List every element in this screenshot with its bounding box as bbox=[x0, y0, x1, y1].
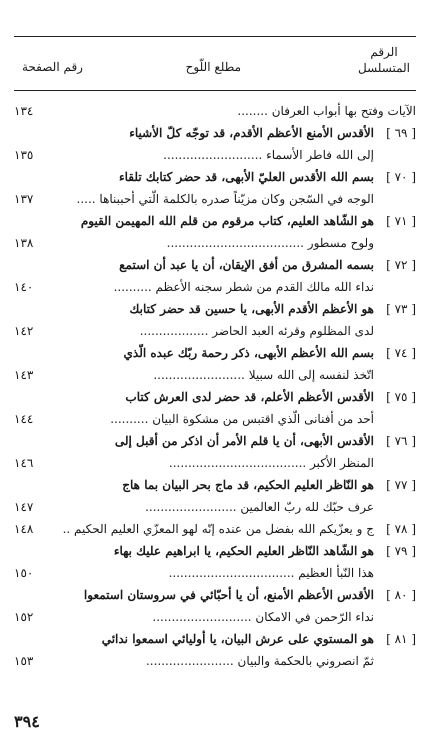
toc-entry bbox=[14, 430, 416, 474]
entry-text: هو الأعظم الأقدم الأبهى، يا حسين قد حضر كتابك bbox=[129, 302, 374, 316]
entry-text: أحد من أفنانى الّذي اقتبس من مشكوة البيان .......... bbox=[110, 412, 374, 426]
entry-line bbox=[14, 342, 416, 364]
entry-page-number: ١٥٢ bbox=[14, 610, 34, 624]
entry-line bbox=[14, 100, 416, 122]
entry-line bbox=[14, 210, 416, 232]
entry-number: [ ٧٦ ] bbox=[386, 434, 416, 448]
entries-list bbox=[14, 100, 416, 672]
entry-line bbox=[14, 254, 416, 276]
entry-text: الأقدس الأمنع الأعظم الأقدم، قد توجّه كلّ الأشياء bbox=[129, 126, 374, 140]
entry-number: [ ٧٤ ] bbox=[386, 346, 416, 360]
entry-page-number: ١٤٢ bbox=[14, 324, 34, 338]
entry-number: [ ٧٩ ] bbox=[386, 544, 416, 558]
entry-line bbox=[14, 166, 416, 188]
entry-line bbox=[14, 320, 416, 342]
entry-number: [ ٧٨ ] bbox=[386, 522, 416, 536]
entry-text: هو الشّاهد العليم، كتاب مرقوم من قلم الله المهيمن القيوم bbox=[80, 214, 374, 228]
entry-line bbox=[14, 628, 416, 650]
serial-label-line1: الرقم bbox=[370, 45, 398, 59]
entry-text: هو المستوي على عرش البيان، يا أوليائي اسمعوا ندائي bbox=[101, 632, 374, 646]
entry-text: هذا النّبأ العظيم ................................. bbox=[168, 566, 374, 580]
entry-page-number: ١٣٨ bbox=[14, 236, 34, 250]
entry-line bbox=[14, 364, 416, 386]
entry-page-number: ١٤٦ bbox=[14, 456, 34, 470]
entry-number: [ ٧٥ ] bbox=[386, 390, 416, 404]
toc-entry bbox=[14, 518, 416, 540]
entry-page-number: ١٥٣ bbox=[14, 654, 34, 668]
entry-line bbox=[14, 562, 416, 584]
header-top-rule bbox=[14, 36, 416, 37]
entry-text: الأقدس الأبهى، أن يا قلم الأمر أن اذكر من أقبل إلى bbox=[114, 434, 374, 448]
entry-text: عرف حبّك لله ربّ العالمين ........................ bbox=[145, 500, 374, 514]
toc-entry bbox=[14, 166, 416, 210]
toc-entry bbox=[14, 210, 416, 254]
entry-page-number: ١٤٤ bbox=[14, 412, 34, 426]
entry-number: [ ٧٧ ] bbox=[386, 478, 416, 492]
entry-page-number: ١٤٧ bbox=[14, 500, 34, 514]
entry-text: لدى المظلوم وقرئه العبد الحاضر .................. bbox=[139, 324, 374, 338]
entry-page-number: ١٣٧ bbox=[14, 192, 34, 206]
table-header bbox=[14, 38, 416, 88]
toc-entry bbox=[14, 386, 416, 430]
entry-text: المنظر الأكبر .................................... bbox=[168, 456, 374, 470]
entry-page-number: ١٤٠ bbox=[14, 280, 34, 294]
entry-text: ج و يعزّيكم الله بفضل من عنده إنّه لهو المعزّي العليم الحكيم .. bbox=[62, 522, 374, 536]
entry-line bbox=[14, 496, 416, 518]
entry-page-number: ١٤٨ bbox=[14, 522, 34, 536]
entry-text: الأقدس الأعظم الأمنع، أن يا أحبّائي في سروستان استمعوا bbox=[83, 588, 374, 602]
entry-number: [ ٧٣ ] bbox=[386, 302, 416, 316]
toc-entry bbox=[14, 342, 416, 386]
entry-text: ثمّ انصروني بالحكمة والبيان ....................... bbox=[145, 654, 374, 668]
entry-text: نداء الله مالك القدم من شطر سجنه الأعظم .......... bbox=[113, 280, 374, 294]
entry-text: الآيات وفتح بها أبواب العرفان ........ bbox=[237, 104, 416, 118]
toc-entry bbox=[14, 254, 416, 298]
entry-page-number: ١٣٥ bbox=[14, 148, 34, 162]
entry-text: الوجه في السّجن وكان مزيّناً صدره بالكلمة الّتي أحببناها ..... bbox=[76, 192, 374, 206]
entry-line bbox=[14, 408, 416, 430]
entry-line bbox=[14, 144, 416, 166]
entry-line bbox=[14, 386, 416, 408]
entry-line bbox=[14, 298, 416, 320]
entry-number: [ ٧٢ ] bbox=[386, 258, 416, 272]
entry-text: بسم الله الأقدس العليّ الأبهى، قد حضر كتابك تلقاء bbox=[119, 170, 374, 184]
entry-text: ولوح مسطور .................................... bbox=[166, 236, 374, 250]
toc-entry bbox=[14, 122, 416, 166]
entry-line bbox=[14, 232, 416, 254]
entry-page-number: ١٤٣ bbox=[14, 368, 34, 382]
entry-line bbox=[14, 452, 416, 474]
toc-entry bbox=[14, 100, 416, 122]
entry-line bbox=[14, 540, 416, 562]
entry-number: [ ٨١ ] bbox=[386, 632, 416, 646]
entry-number: [ ٦٩ ] bbox=[386, 126, 416, 140]
entry-page-number: ١٣٤ bbox=[14, 104, 34, 118]
entry-line bbox=[14, 584, 416, 606]
entry-line bbox=[14, 122, 416, 144]
page-number-header: رقم الصفحة bbox=[22, 60, 83, 74]
entry-line bbox=[14, 518, 416, 540]
entry-line bbox=[14, 188, 416, 210]
entry-text: نداء الرّحمن في الامكان .......................... bbox=[152, 610, 374, 624]
entry-number: [ ٧١ ] bbox=[386, 214, 416, 228]
entry-line bbox=[14, 650, 416, 672]
folio-number: ٣٩٤ bbox=[14, 712, 40, 731]
entry-text: هو الشّاهد النّاظر العليم الحكيم، يا ابراهيم عليك بهاء bbox=[113, 544, 374, 558]
entry-line bbox=[14, 474, 416, 496]
entry-text: بسم الله الأعظم الأبهى، ذكر رحمة ربّك عبده الّذي bbox=[123, 346, 374, 360]
entry-page-number: ١٥٠ bbox=[14, 566, 34, 580]
toc-entry bbox=[14, 474, 416, 518]
entry-text: اتّخذ لنفسه إلى الله سبيلا ........................ bbox=[153, 368, 374, 382]
toc-entry bbox=[14, 584, 416, 628]
entry-number: [ ٧٠ ] bbox=[386, 170, 416, 184]
header-bottom-rule bbox=[14, 90, 416, 91]
entry-text: إلى الله فاطر الأسماء .......................... bbox=[163, 148, 374, 162]
entry-text: بسمه المشرق من أفق الإيقان، أن يا عبد أن استمع bbox=[119, 258, 374, 272]
entry-text: الأقدس الأعظم الأعلم، قد حضر لدى العرش كتاب bbox=[125, 390, 374, 404]
toc-entry bbox=[14, 540, 416, 584]
serial-label-line2: المتسلسل bbox=[357, 61, 411, 75]
entry-line bbox=[14, 606, 416, 628]
entry-text: هو النّاظر العليم الحكيم، قد ماج بحر البيان بما هاج bbox=[122, 478, 374, 492]
serial-number-header bbox=[354, 44, 414, 76]
toc-entry bbox=[14, 298, 416, 342]
toc-entry bbox=[14, 628, 416, 672]
opening-title-header: مطلع اللّوح bbox=[185, 60, 241, 74]
entry-line bbox=[14, 276, 416, 298]
entry-line bbox=[14, 430, 416, 452]
entry-number: [ ٨٠ ] bbox=[386, 588, 416, 602]
